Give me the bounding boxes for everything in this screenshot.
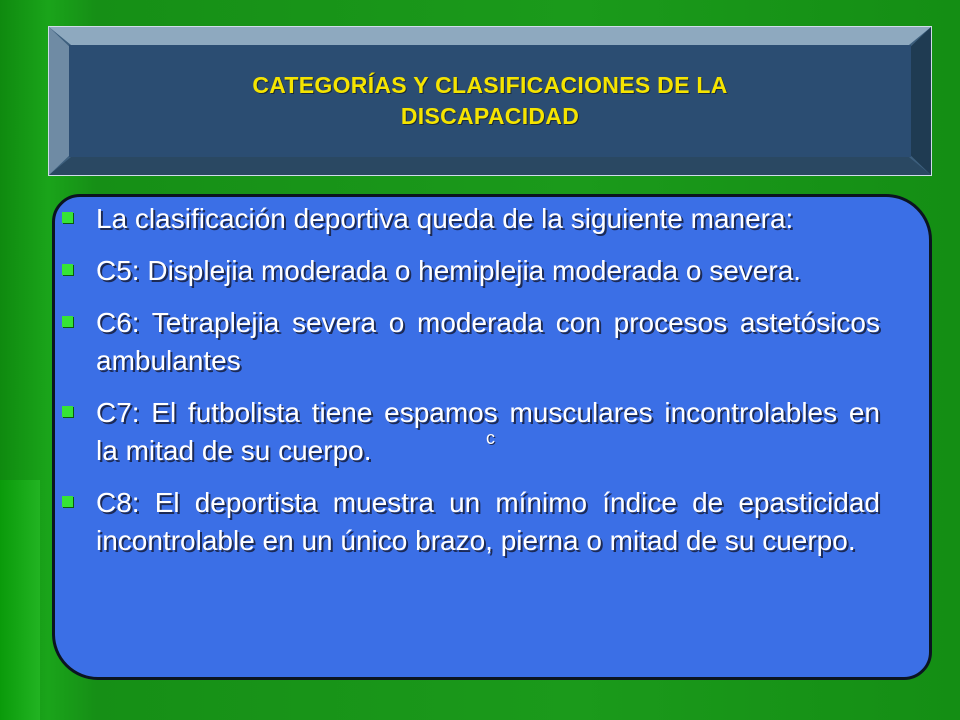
frame-bevel-right <box>911 27 931 175</box>
title-panel <box>69 45 911 157</box>
bullet-item-c7 <box>60 394 880 470</box>
square-bullet-icon <box>62 316 73 327</box>
bullet-item-c6 <box>60 304 880 380</box>
bullet-item-c8 <box>60 484 880 560</box>
slide-title <box>252 70 727 132</box>
left-decorative-band <box>0 480 40 720</box>
stray-character: c <box>486 428 495 448</box>
square-bullet-icon <box>62 496 73 507</box>
frame-bevel-bottom <box>49 157 931 175</box>
title-frame <box>48 26 932 176</box>
square-bullet-icon <box>62 406 73 417</box>
square-bullet-icon <box>62 212 73 223</box>
bullet-text: C5: Displejia moderada o hemiplejia moderada o severa. <box>96 255 802 286</box>
bullet-text: C7: El futbolista tiene espamos musculares incontrolables en la mitad de su cuerpo. <box>96 397 880 466</box>
title-line-2: DISCAPACIDAD <box>400 103 580 129</box>
frame-bevel-top <box>49 27 931 45</box>
bullet-text: La clasificación deportiva queda de la siguiente manera: <box>96 203 794 234</box>
bullet-item-intro <box>60 200 880 238</box>
bullet-item-c5 <box>60 252 880 290</box>
bullet-text: C8: El deportista muestra un mínimo índice de epasticidad incontrolable en un único brazo, pierna o mitad de su cuerpo. <box>96 487 880 556</box>
frame-bevel-left <box>49 27 69 175</box>
bullet-text: C6: Tetraplejia severa o moderada con procesos astetósicos ambulantes <box>96 307 880 376</box>
title-line-1: CATEGORÍAS Y CLASIFICACIONES DE LA <box>252 72 728 98</box>
bullet-list <box>60 200 880 574</box>
square-bullet-icon <box>62 264 73 275</box>
